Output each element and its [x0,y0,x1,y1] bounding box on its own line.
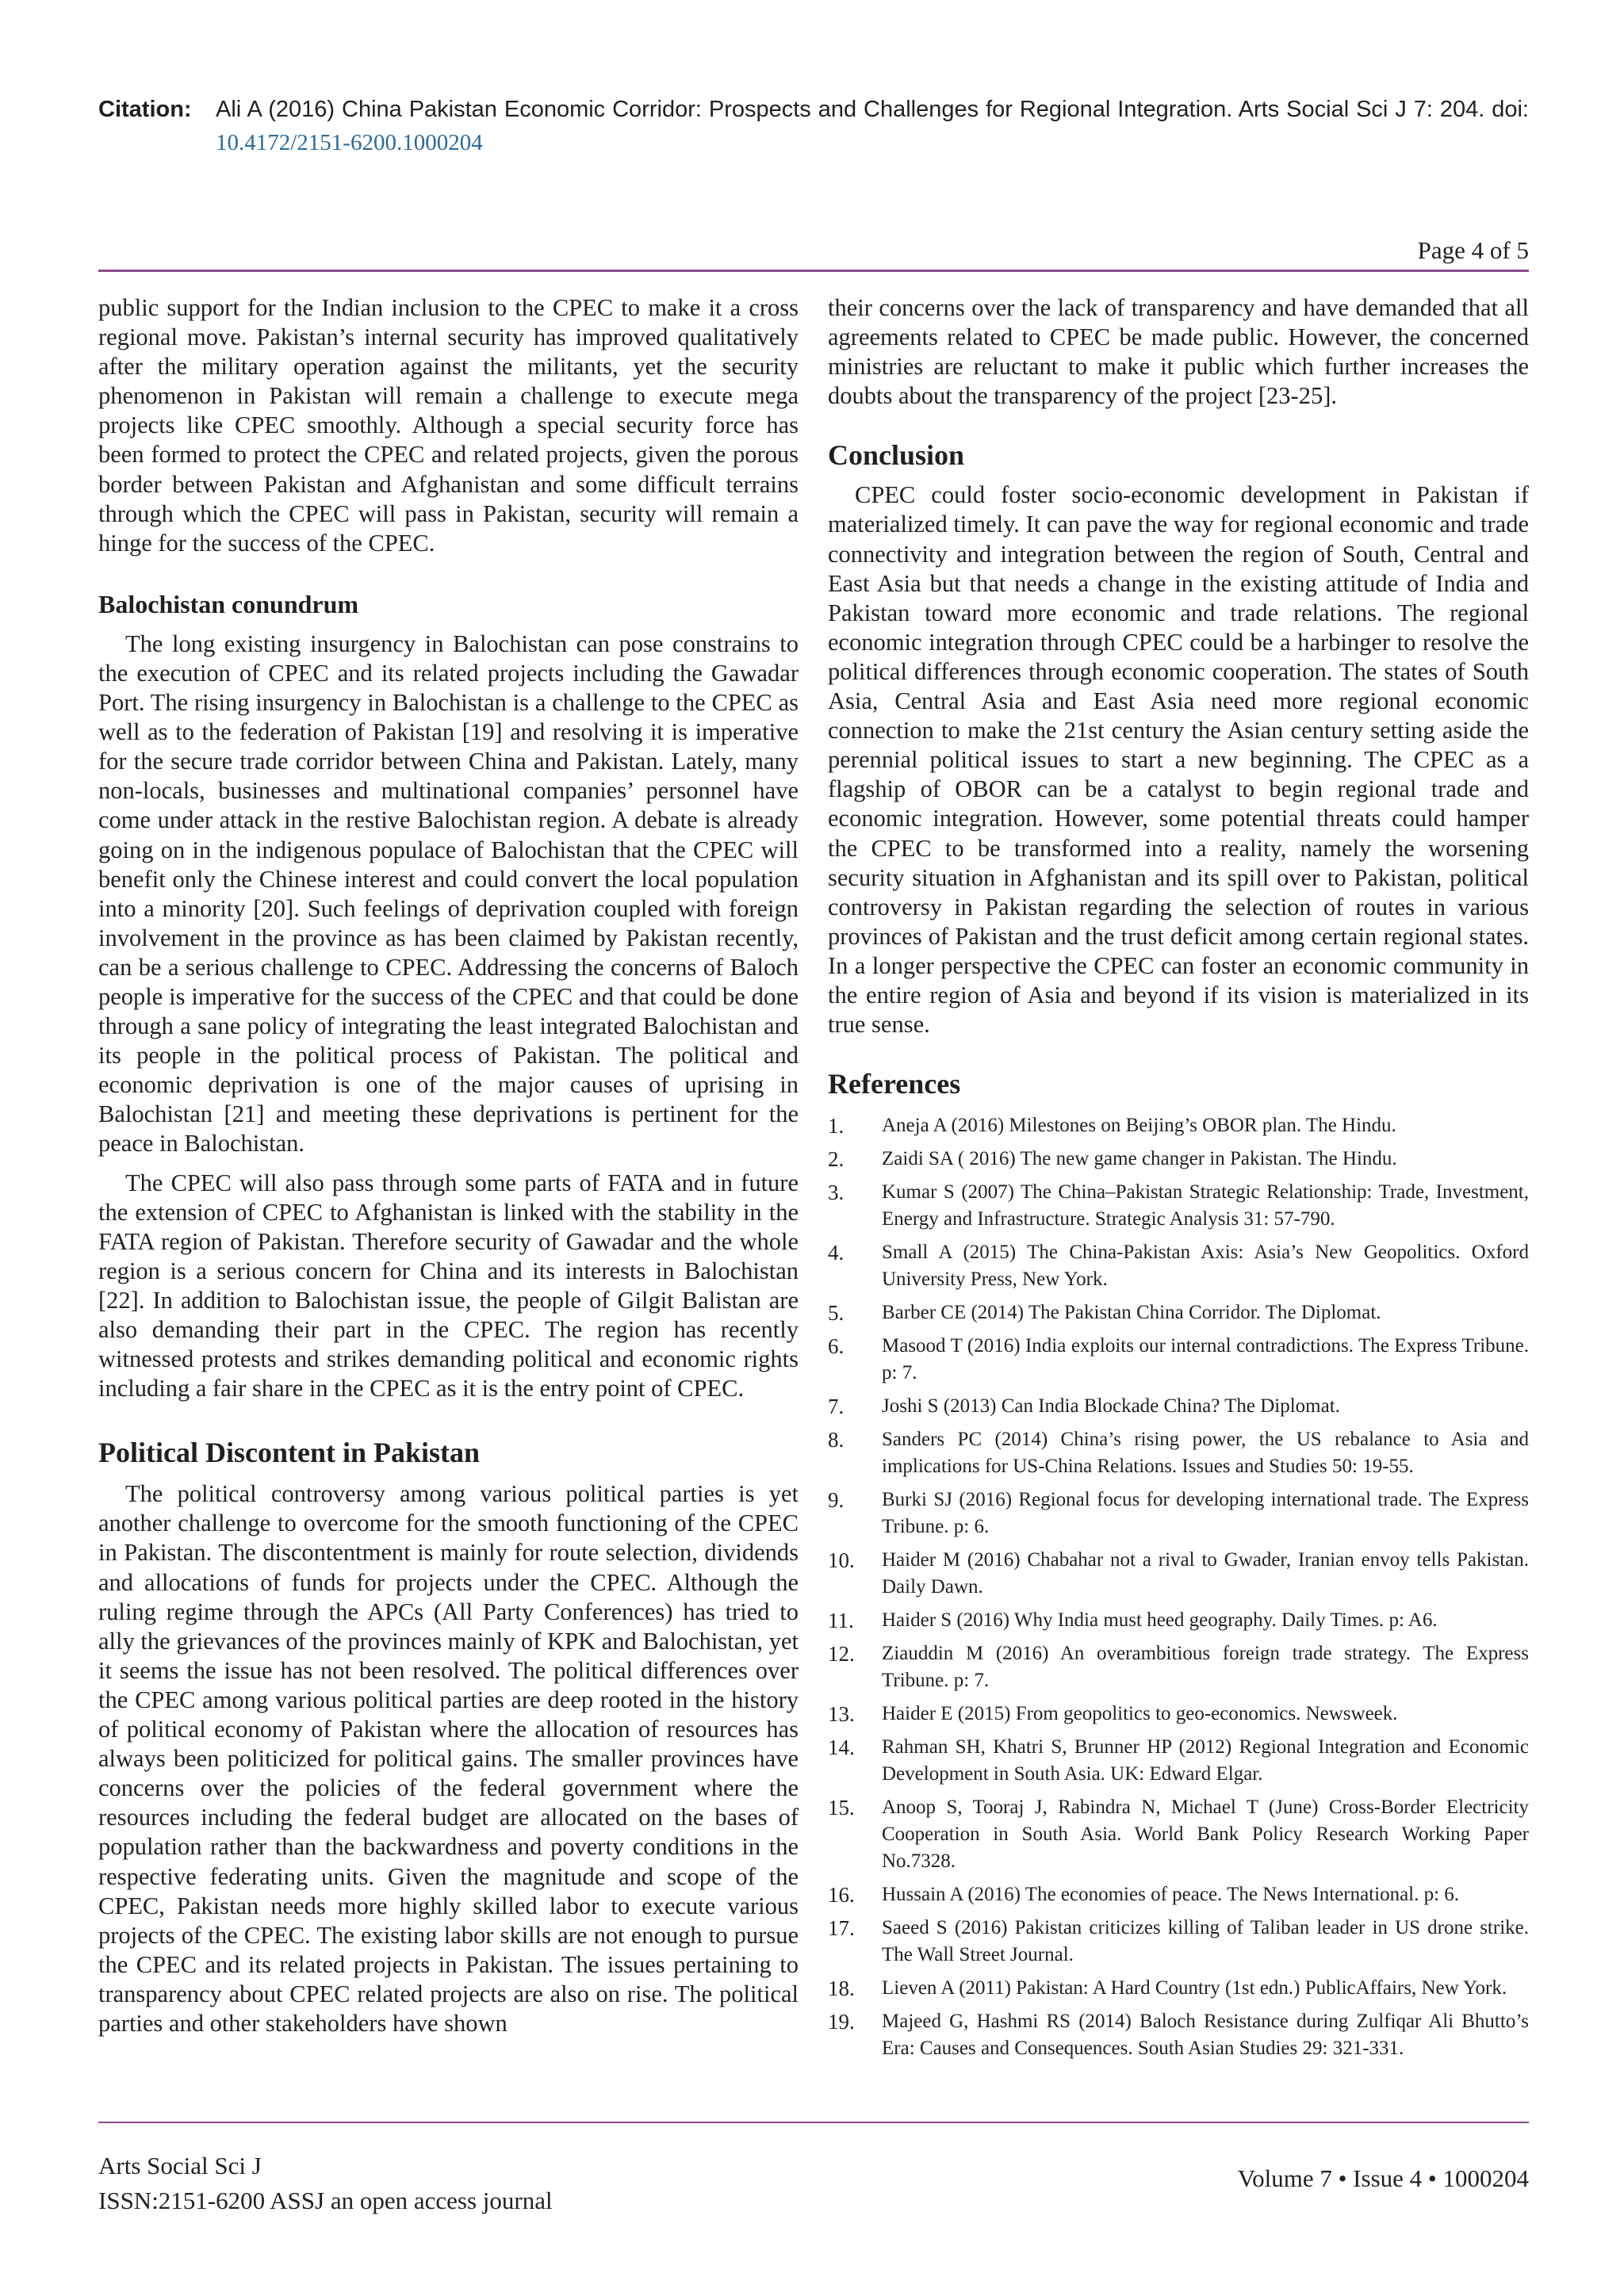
section-heading-references: References [828,1068,961,1100]
footer-issn: ISSN:2151-6200 ASSJ an open access journal [98,2187,553,2214]
reference-item [828,1640,1529,1694]
reference-number: 9. [828,1488,845,1513]
reference-item [828,1179,1529,1233]
reference-item [828,1975,1529,2002]
reference-text: Lieven A (2011) Pakistan: A Hard Country (1st edn.) PublicAffairs, New York. [882,1977,1507,1999]
reference-text: Ziauddin M (2016) An overambitious foreign trade strategy. The Express Tribune. p: 7. [882,1643,1529,1692]
citation-label: Citation: [98,97,192,122]
reference-text: Anoop S, Tooraj J, Rabindra N, Michael T (June) Cross-Border Electricity Cooperation in South Asia. World Bank Policy Research Working Paper No.7328. [882,1797,1529,1873]
reference-number: 11. [828,1609,854,1633]
reference-item [828,1547,1529,1601]
reference-item [828,1146,1529,1173]
reference-number: 7. [828,1395,845,1419]
reference-text: Haider M (2016) Chabahar not a rival to Gwader, Iranian envoy tells Pakistan. Daily Dawn. [882,1549,1529,1598]
reference-item [828,1426,1529,1480]
reference-number: 8. [828,1428,845,1452]
section-heading-conclusion: Conclusion [828,439,965,472]
footer-journal-name: Arts Social Sci J [98,2152,262,2179]
reference-item [828,1393,1529,1420]
reference-item [828,1333,1529,1387]
reference-text: Joshi S (2013) Can India Blockade China? The Diplomat. [882,1395,1340,1418]
reference-text: Haider S (2016) Why India must heed geography. Daily Times. p: A6. [882,1609,1438,1632]
reference-text: Haider E (2015) From geopolitics to geo-economics. Newsweek. [882,1703,1398,1725]
reference-number: 17. [828,1916,855,1941]
reference-number: 5. [828,1301,845,1326]
section-heading-political-discontent: Political Discontent in Pakistan [98,1437,481,1469]
paragraph: CPEC could foster socio-economic development in Pakistan if materialized timely. It can pave the way for regional economic and trade connectivity and integration between the region of South, Central and East Asia but that needs a change in the existing attitude of India and Pakistan toward more economic and trade relations. The regional economic integration through CPEC could be a harbinger to resolve the political differences through economic cooperation. The states of South Asia, Central Asia and East Asia need more regional economic connection to make the 21st century the Asian century setting aside the perennial political issues to start a new beginning. The CPEC as a flagship of OBOR can be a catalyst to begin regional trade and economic integration. However, some potential threats could hamper the CPEC to be transformed into a reality, namely the worsening security situation in Afghanistan and its spill over to Pakistan, political controversy in Pakistan regarding the selection of routes in various provinces of Pakistan and the trust deficit among certain regional states. In a longer perspective the CPEC can foster an economic community in the entire region of Asia and beyond if its vision is materialized in its true sense. [828,481,1529,1039]
reference-list [828,1112,1529,2062]
reference-text: Saeed S (2016) Pakistan criticizes killing of Taliban leader in US drone strike. The Wall Street Journal. [882,1917,1529,1966]
reference-item [828,1701,1529,1728]
reference-number: 16. [828,1883,855,1908]
reference-item [828,1487,1529,1540]
reference-text: Majeed G, Hashmi RS (2014) Baloch Resistance during Zulfiqar Ali Bhutto’s Era: Causes and Consequences. South Asian Studies 29: 321-331. [882,2011,1529,2060]
reference-number: 10. [828,1548,855,1573]
reference-text: Kumar S (2007) The China–Pakistan Strategic Relationship: Trade, Investment, Energy and Infrastructure. Strategic Analysis 31: 57-790. [882,1181,1529,1230]
reference-item [828,1607,1529,1634]
reference-item [828,1794,1529,1875]
reference-number: 3. [828,1181,845,1205]
reference-number: 4. [828,1241,845,1265]
reference-item [828,1915,1529,1969]
reference-number: 14. [828,1735,855,1760]
reference-item [828,2008,1529,2062]
reference-item [828,1112,1529,1139]
reference-number: 13. [828,1702,855,1727]
reference-number: 18. [828,1976,855,2001]
reference-item [828,1734,1529,1788]
reference-text: Sanders PC (2014) China’s rising power, the US rebalance to Asia and implications for US-China Relations. Issues and Studies 50: 19-55. [882,1429,1529,1478]
reference-number: 6. [828,1334,845,1359]
reference-item [828,1239,1529,1293]
reference-item [828,1299,1529,1326]
paragraph: public support for the Indian inclusion to the CPEC to make it a cross regional move. Pakistan’s internal security has improved qualitatively after the military operation against the militants, yet the security phenomenon in Pakistan will remain a challenge to execute mega projects like CPEC smoothly. Although a special security force has been formed to protect the CPEC and related projects, given the porous border between Pakistan and Afghanistan and some difficult terrains through which the CPEC will pass in Pakistan, security will remain a hinge for the success of the CPEC. [98,294,799,557]
section-heading-balochistan: Balochistan conundrum [98,589,359,618]
reference-number: 15. [828,1796,855,1820]
reference-text: Masood T (2016) India exploits our internal contradictions. The Express Tribune. p: 7. [882,1335,1529,1384]
reference-number: 2. [828,1147,845,1172]
citation-text: Ali A (2016) China Pakistan Economic Corridor: Prospects and Challenges for Regional Integration. Arts Social Sci J 7: 204. doi: [216,97,1529,122]
reference-text: Small A (2015) The China-Pakistan Axis: Asia’s New Geopolitics. Oxford University Press, New York. [882,1242,1529,1291]
reference-text: Zaidi SA ( 2016) The new game changer in Pakistan. The Hindu. [882,1148,1397,1170]
paragraph: The political controversy among various political parties is yet another challenge to overcome for the smooth functioning of the CPEC in Pakistan. The discontentment is mainly for route selection, dividends and allocations of funds for projects under the CPEC. Although the ruling regime through the APCs (All Party Conferences) has tried to ally the grievances of the provinces mainly of KPK and Balochistan, yet it seems the issue has not been resolved. The political differences over the CPEC among various political parties are deep rooted in the history of political economy of Pakistan where the allocation of resources has always been politicized for political gains. The smaller provinces have concerns over the policies of the federal government where the resources including the federal budget are allocated on the bases of population rather than the backwardness and poverty conditions in the respective federating units. Given the magnitude and scope of the CPEC, Pakistan needs more highly skilled labor to execute various projects of the CPEC. The existing labor skills are not enough to pursue the CPEC and its related projects in Pakistan. The issues pertaining to transparency about CPEC related projects are also on rise. The political parties and other stakeholders have shown [98,1480,799,2037]
reference-text: Hussain A (2016) The economies of peace. The News International. p: 6. [882,1884,1460,1906]
right-column [828,293,1529,2068]
footer-divider [98,2122,1529,2123]
reference-number: 12. [828,1642,855,1667]
reference-number: 19. [828,2010,855,2034]
reference-text: Barber CE (2014) The Pakistan China Corridor. The Diplomat. [882,1302,1381,1324]
reference-text: Rahman SH, Khatri S, Brunner HP (2012) Regional Integration and Economic Development in South Asia. UK: Edward Elgar. [882,1736,1529,1785]
paragraph: their concerns over the lack of transparency and have demanded that all agreements related to CPEC be made public. However, the concerned ministries are reluctant to make it public which further increases the doubts about the transparency of the project [23-25]. [828,294,1529,410]
header-divider [98,270,1529,272]
page-number: Page 4 of 5 [1417,236,1529,264]
paragraph: The CPEC will also pass through some parts of FATA and in future the extension of CPEC to Afghanistan is linked with the stability in the FATA region of Pakistan. Therefore security of Gawadar and the whole region is a serious concern for China and its interests in Balochistan [22]. In addition to Balochistan issue, the people of Gilgit Balistan are also demanding their part in the CPEC. The region has recently witnessed protests and strikes demanding political and economic rights including a fair share in the CPEC as it is the entry point of CPEC. [98,1169,799,1402]
reference-text: Aneja A (2016) Milestones on Beijing’s OBOR plan. The Hindu. [882,1115,1396,1137]
left-column [98,293,799,2038]
reference-item [828,1881,1529,1908]
reference-number: 1. [828,1114,845,1138]
paragraph: The long existing insurgency in Balochistan can pose constrains to the execution of CPEC and its related projects including the Gawadar Port. The rising insurgency in Balochistan is a challenge to the CPEC as well as to the federation of Pakistan [19] and resolving it is imperative for the secure trade corridor between China and Pakistan. Lately, many non-locals, businesses and multinational companies’ personnel have come under attack in the restive Balochistan region. A debate is already going on in the indigenous populace of Balochistan that the CPEC will benefit only the Chinese interest and could convert the local population into a minority [20]. Such feelings of deprivation coupled with foreign involvement in the province as has been claimed by Pakistan recently, can be a serious challenge to CPEC. Addressing the concerns of Baloch people is imperative for the success of the CPEC and that could be done through a sane policy of integrating the least integrated Balochistan and its people in the political process of Pakistan. The political and economic deprivation is one of the major causes of uprising in Balochistan [21] and meeting these deprivations is pertinent for the peace in Balochistan. [98,629,799,1158]
footer-journal-info [98,2149,553,2218]
reference-text: Burki SJ (2016) Regional focus for developing international trade. The Express Tribune. p: 6. [882,1489,1529,1538]
footer-volume: Volume 7 • Issue 4 • 1000204 [1237,2164,1529,2192]
doi-link[interactable]: 10.4172/2151-6200.1000204 [216,130,483,155]
